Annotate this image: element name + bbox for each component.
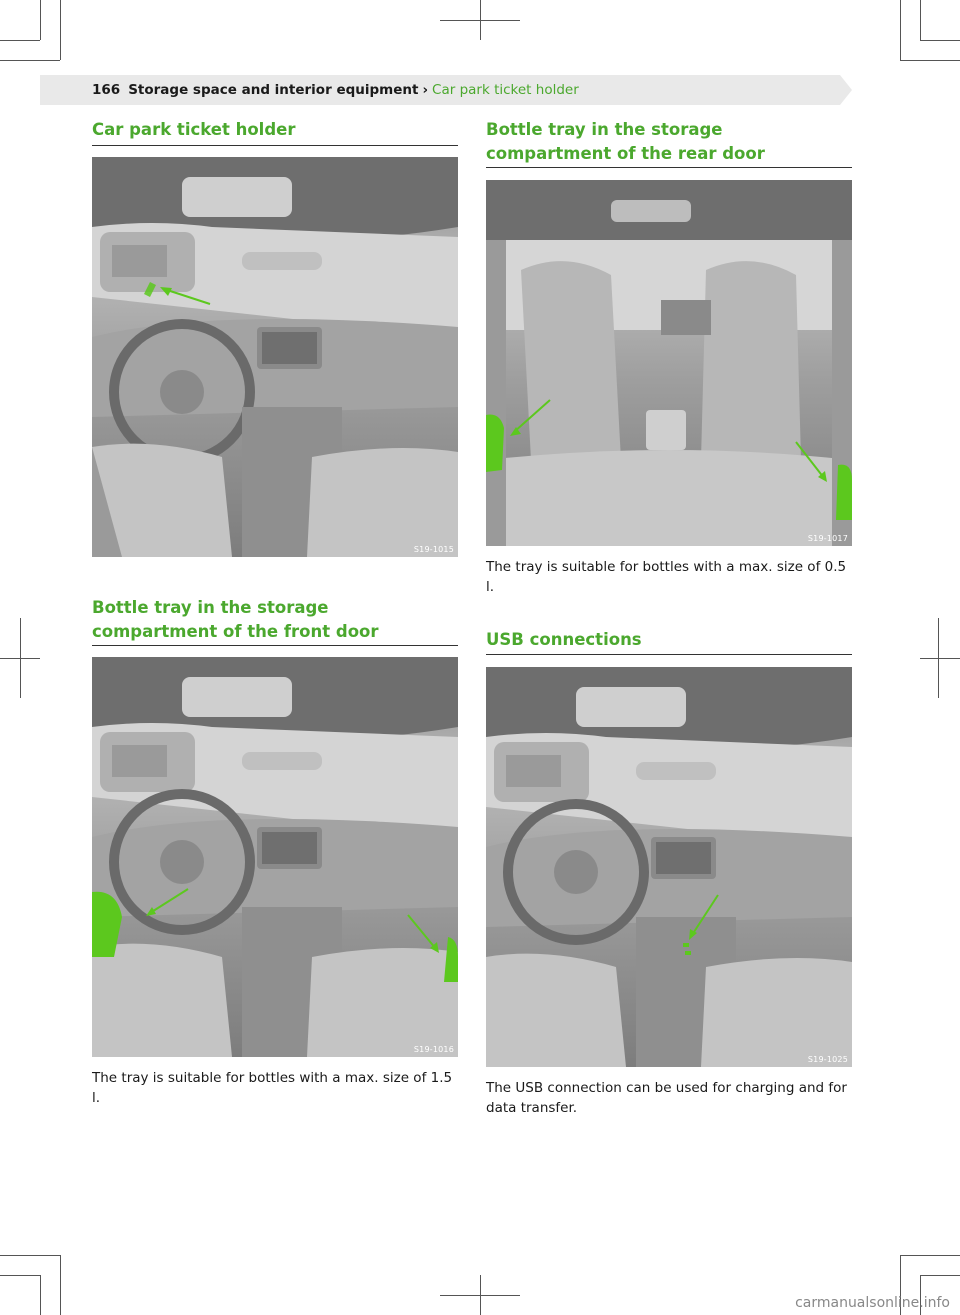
front-door-description: The tray is suitable for bottles with a max. size of 1.5 l. — [92, 1070, 453, 1106]
crop-mark — [40, 1275, 41, 1315]
rear-door-description: The tray is suitable for bottles with a max. size of 0.5 l. — [486, 559, 847, 595]
crop-mark — [440, 1295, 520, 1296]
crop-mark — [0, 60, 60, 61]
crop-mark — [60, 0, 61, 60]
figure-rear-door-bottle-tray — [486, 180, 852, 546]
watermark: carmanualsonline.info — [795, 1295, 950, 1311]
cabin-front-illustration — [92, 157, 458, 557]
breadcrumb — [92, 81, 579, 99]
section-heading-front-door-bottle-tray: Bottle tray in the storage compartment of the front door — [92, 598, 379, 641]
section-heading-rear-door-bottle-tray: Bottle tray in the storage compartment of the rear door — [486, 120, 765, 163]
crop-mark — [440, 20, 520, 21]
heading-rule — [92, 645, 458, 646]
crop-mark — [920, 1275, 960, 1276]
figure-code: S19-1016 — [413, 1045, 454, 1054]
cabin-front-illustration — [486, 667, 852, 1067]
crop-mark — [920, 658, 960, 659]
figure-ticket-holder — [92, 157, 458, 557]
breadcrumb-current[interactable]: Car park ticket holder — [432, 82, 579, 98]
breadcrumb-chapter[interactable]: Storage space and interior equipment — [128, 82, 419, 98]
section-heading-usb-connections: USB connections — [486, 630, 642, 649]
figure-front-door-bottle-tray — [92, 657, 458, 1057]
crop-mark — [0, 1275, 40, 1276]
crop-mark — [0, 1255, 60, 1256]
crop-mark — [40, 0, 41, 40]
page-number: 166 — [92, 82, 121, 98]
crop-mark — [900, 1255, 960, 1256]
usb-description: The USB connection can be used for charging and for data transfer. — [486, 1080, 847, 1116]
crop-mark — [920, 40, 960, 41]
heading-rule — [486, 167, 852, 168]
figure-code: S19-1017 — [807, 534, 848, 543]
figure-usb-connections — [486, 667, 852, 1067]
heading-rule — [92, 145, 458, 146]
figure-code: S19-1015 — [413, 545, 454, 554]
crop-mark — [60, 1255, 61, 1315]
heading-rule — [486, 654, 852, 655]
section-heading-ticket-holder: Car park ticket holder — [92, 120, 296, 139]
crop-mark — [920, 0, 921, 40]
cabin-front-illustration — [92, 657, 458, 1057]
crop-mark — [900, 60, 960, 61]
crop-mark — [900, 0, 901, 60]
crop-mark — [0, 40, 40, 41]
breadcrumb-separator: › — [422, 82, 429, 98]
crop-mark — [0, 658, 40, 659]
figure-code: S19-1025 — [807, 1055, 848, 1064]
cabin-rear-illustration — [486, 180, 852, 546]
